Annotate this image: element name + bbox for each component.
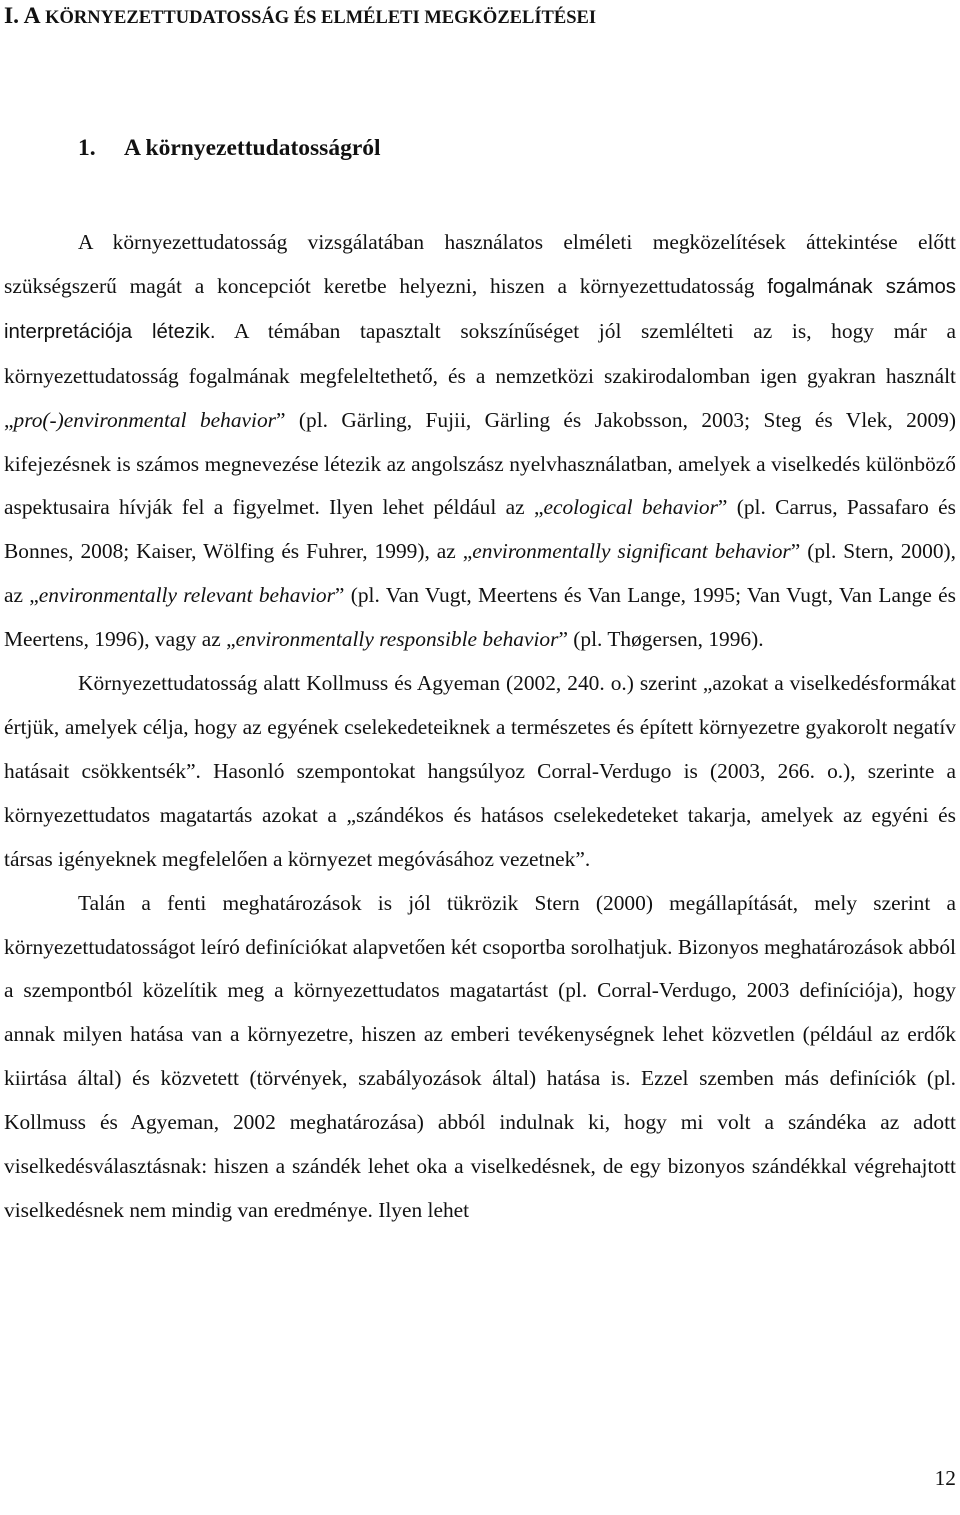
section-title-text: A környezettudatosságról: [124, 135, 381, 161]
term-environmentally-significant-behavior: environmentally significant behavior: [472, 539, 791, 564]
p1-text-7: ” (pl. Thøgersen, 1996).: [558, 627, 764, 652]
term-environmentally-responsible-behavior: environmentally responsible behavior: [235, 627, 559, 652]
chapter-title: [4, 2, 596, 32]
paragraph-1: [4, 221, 956, 662]
p1-text-5: ” (pl. Stern, 2000), az „: [4, 539, 956, 608]
p1-text-2: A témában tapasztalt sokszínűséget jól szemlélteti az is, hogy már a környezettudatosság fogalmának megfeleltethető, és a nemzetközi szakirodalomban igen gyakran használt „: [4, 318, 956, 432]
p1-text-3: ” (pl. Gärling, Fujii, Gärling és Jakobsson, 2003; Steg és Vlek, 2009) kifejezésnek is számos megnevezése létezik az angolszász nyelvhasználatban, amelyek a viselkedés különböző aspektusaira hívják fel a figyelmet. Ilyen lehet például az „: [4, 407, 956, 520]
p1-text-6: ” (pl. Van Vugt, Meertens és Van Lange, 1995; Van Vugt, Van Lange és Meertens, 1996), vagy az „: [4, 583, 956, 652]
term-pro-environmental-behavior: pro(-)environmental behavior: [13, 407, 276, 432]
section-title: [78, 133, 381, 163]
p1-text-1: A környezettudatosság vizsgálatában használatos elméleti megközelítések áttekintése előtt szükségszerű magát a koncepciót keretbe helyezni, hiszen a környezettudatosság: [4, 230, 956, 298]
p1-text-4: ” (pl. Carrus, Passafaro és Bonnes, 2008; Kaiser, Wölfing és Fuhrer, 1999), az „: [4, 495, 956, 564]
chapter-title-rest: KÖRNYEZETTUDATOSSÁG ÉS ELMÉLETI MEGKÖZELÍTÉSEI: [45, 8, 597, 28]
page-number: 12: [934, 1466, 956, 1490]
p1-text-sans: fogalmának számos interpretációja létezik.: [4, 275, 956, 343]
chapter-title-prefix: I. A: [4, 3, 40, 29]
section-number: 1.: [78, 135, 96, 161]
term-ecological-behavior: ecological behavior: [543, 495, 718, 520]
paragraph-3: Talán a fenti meghatározások is jól tükrözik Stern (2000) megállapítását, mely szerint a környezettudatosságot leíró definíciókat alapvetően két csoportba sorolhatjuk. Bizonyos meghatározások abból a szempontból közelítik meg a környezettudatos magatartást (pl. Corral-Verdugo, 2003 definíciója), hogy annak milyen hatása van a környezetre, hiszen az emberi tevékenységnek lehet közvetlen (például az erdők kiirtása által) és közvetett (törvények, szabályozások által) hatása is. Ezzel szemben más definíciók (pl. Kollmuss és Agyeman, 2002 meghatározása) abból indulnak ki, hogy mi volt a szándéka az adott viselkedésválasztásnak: hiszen a szándék lehet oka a viselkedésnek, de egy bizonyos szándékkal végrehajtott viselkedésnek nem mindig van eredménye. Ilyen lehet: [4, 890, 956, 1222]
body-text: [4, 221, 956, 1233]
term-environmentally-relevant-behavior: environmentally relevant behavior: [38, 583, 335, 608]
paragraph-2: Környezettudatosság alatt Kollmuss és Agyeman (2002, 240. o.) szerint „azokat a viselkedésformákat értjük, amelyek célja, hogy az egyének cselekedeteiknek a természetes és épített környezetre gyakorolt negatív hatásait csökkentsék”. Hasonló szempontokat hangsúlyoz Corral-Verdugo is (2003, 266. o.), szerinte a környezettudatos magatartás azokat a „szándékos és hatásos cselekedeteket takarja, amelyek az egyéni és társas igényeknek megfelelően a környezet megóvásához vezetnek”.: [4, 671, 956, 871]
